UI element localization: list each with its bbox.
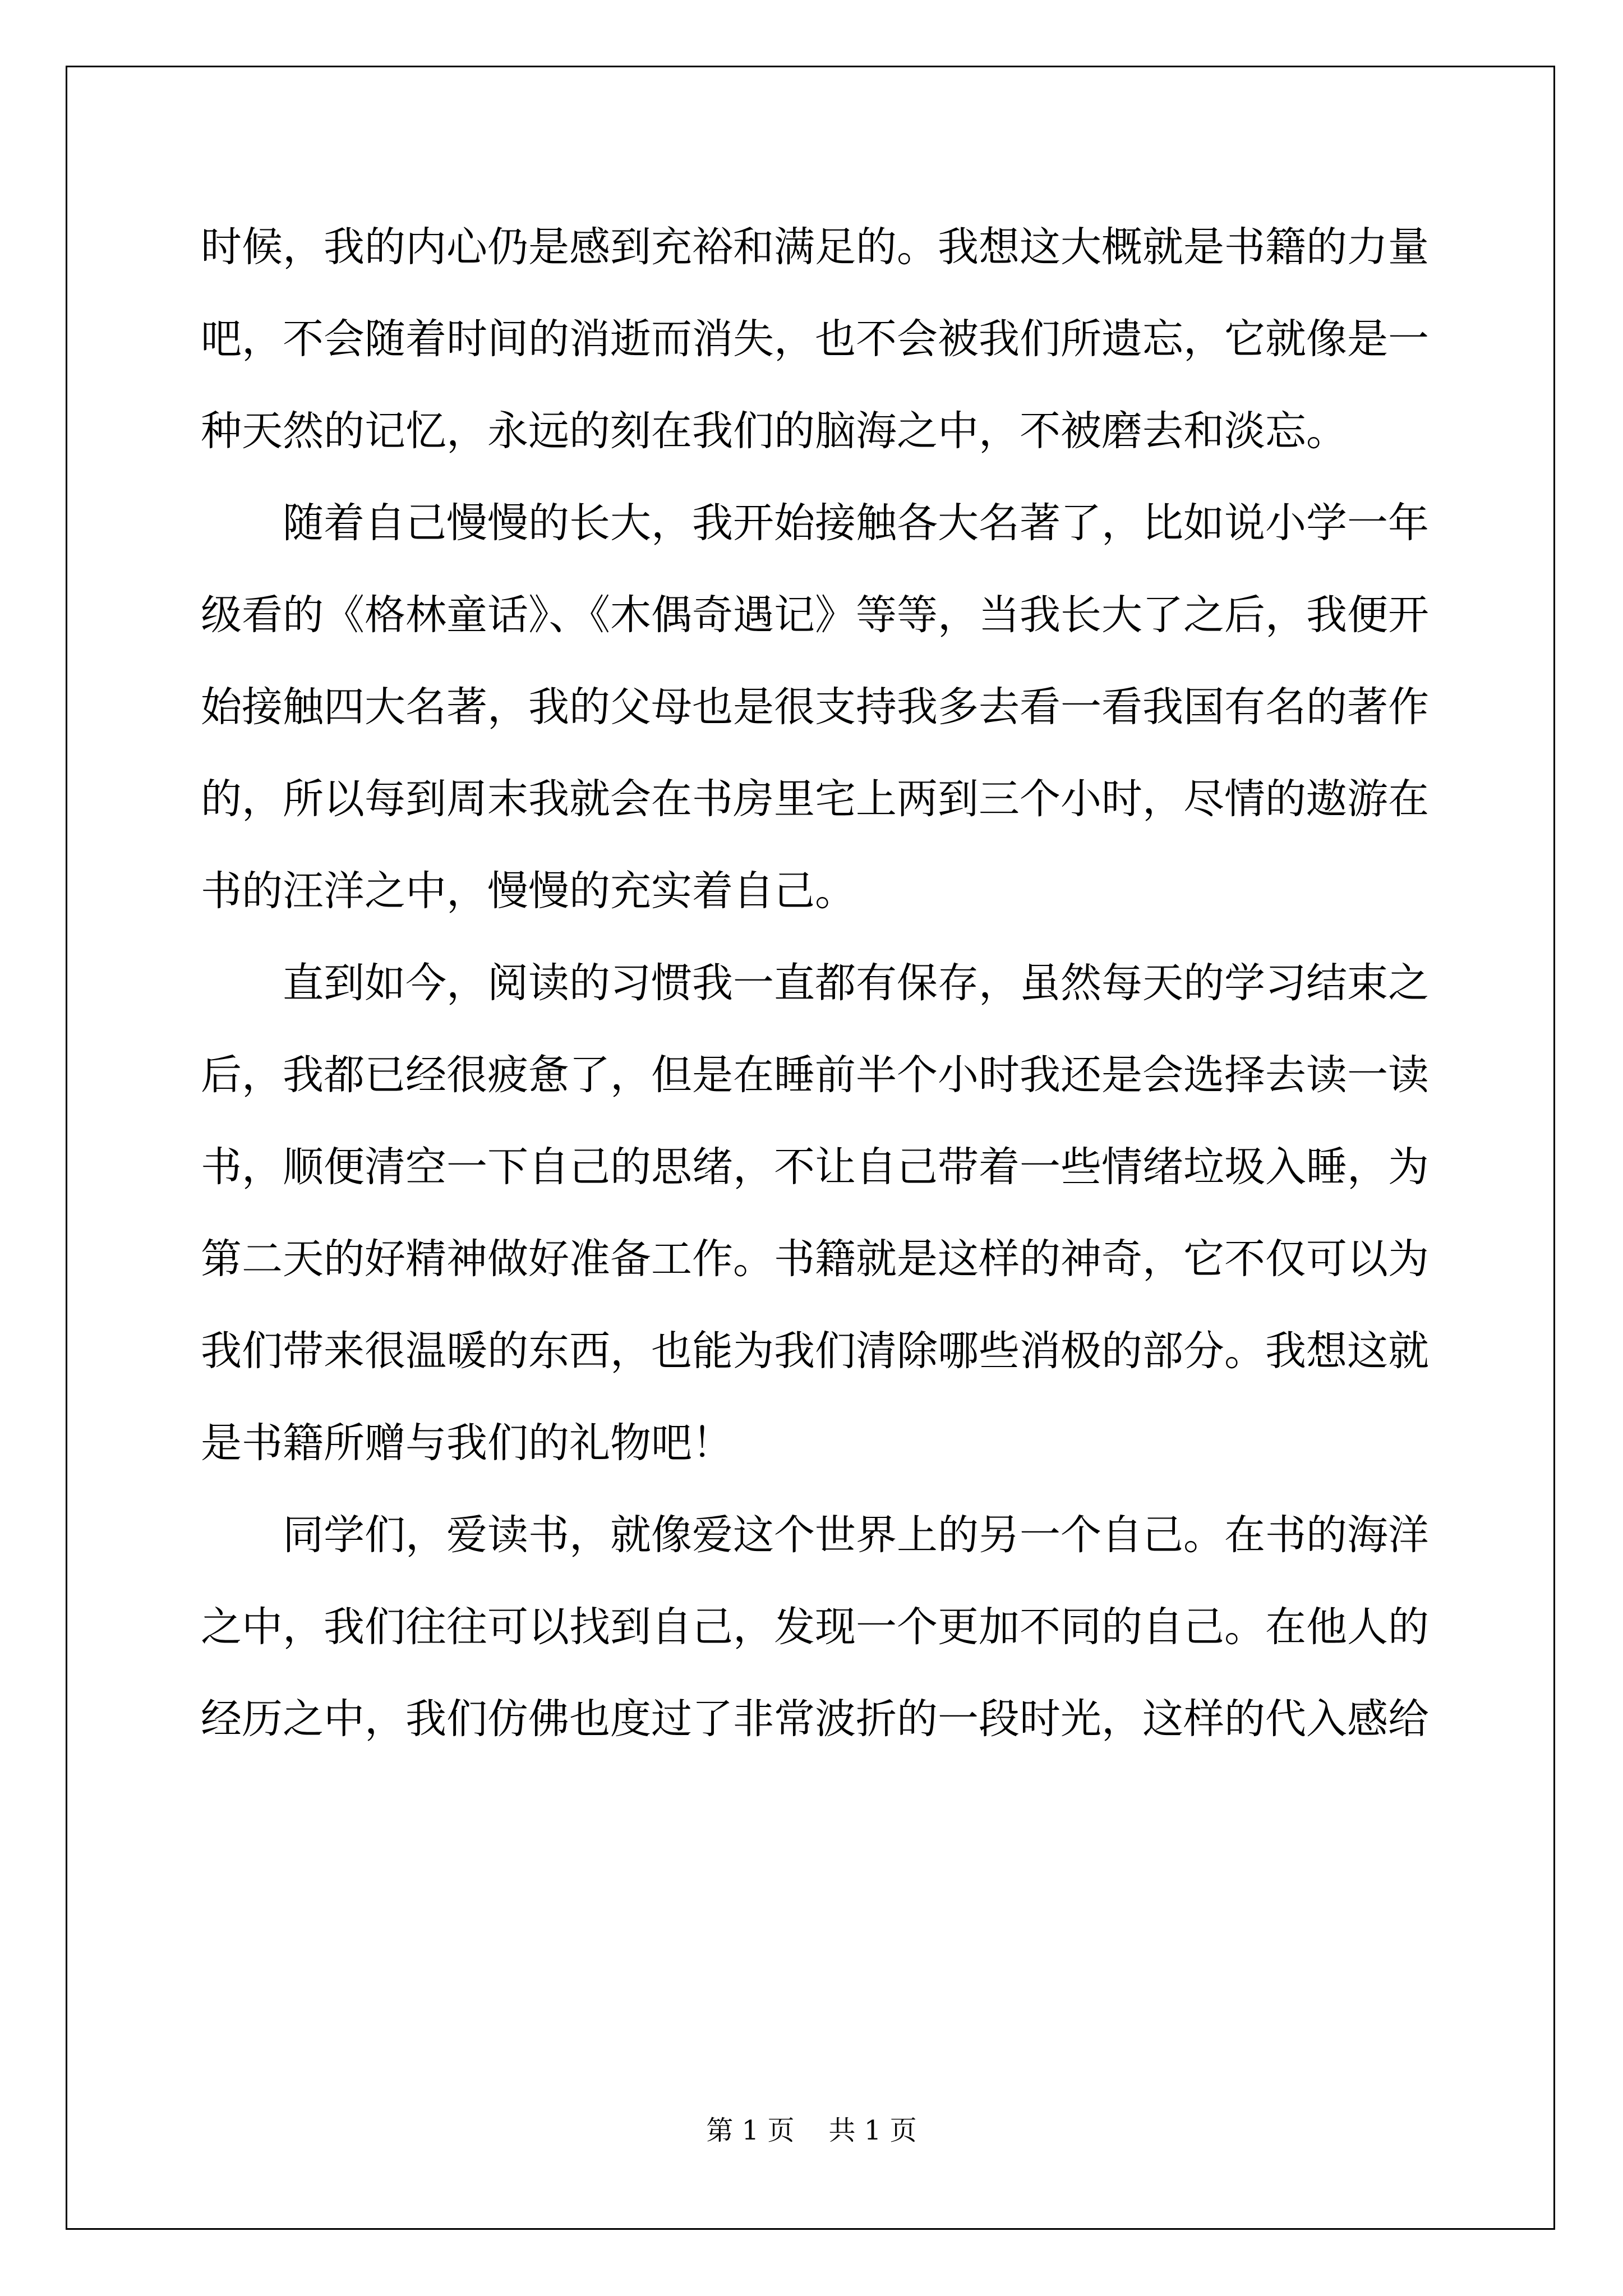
text-line: 之中，我们往往可以找到自己，发现一个更加不同的自己。在他人的 — [201, 1603, 1429, 1651]
text-line: 是书籍所赠与我们的礼物吧！ — [201, 1419, 733, 1467]
text-line: 同学们，爱读书，就像爱这个世界上的另一个自己。在书的海洋 — [283, 1511, 1429, 1559]
text-line: 的，所以每到周末我就会在书房里宅上两到三个小时，尽情的遨游在 — [201, 775, 1429, 823]
page-number-footer: 第 1 页 共 1 页 — [706, 2115, 917, 2146]
text-line: 经历之中，我们仿佛也度过了非常波折的一段时光，这样的代入感给 — [201, 1695, 1429, 1743]
text-line: 种天然的记忆，永远的刻在我们的脑海之中，不被磨去和淡忘。 — [201, 407, 1347, 455]
text-line: 第二天的好精神做好准备工作。书籍就是这样的神奇，它不仅可以为 — [201, 1235, 1429, 1283]
text-line: 随着自己慢慢的长大，我开始接触各大名著了，比如说小学一年 — [283, 499, 1429, 547]
text-line: 级看的《格林童话》、《木偶奇遇记》等等，当我长大了之后，我便开 — [201, 591, 1429, 639]
text-line: 直到如今，阅读的习惯我一直都有保存，虽然每天的学习结束之 — [283, 959, 1429, 1007]
text-line: 后，我都已经很疲惫了，但是在睡前半个小时我还是会选择去读一读 — [201, 1051, 1429, 1099]
text-line: 我们带来很温暖的东西，也能为我们清除哪些消极的部分。我想这就 — [201, 1327, 1429, 1375]
document-body — [201, 218, 1429, 1782]
text-line: 始接触四大名著，我的父母也是很支持我多去看一看我国有名的著作 — [201, 683, 1429, 731]
text-line: 书，顺便清空一下自己的思绪，不让自己带着一些情绪垃圾入睡，为 — [201, 1143, 1429, 1191]
text-line: 时候，我的内心仍是感到充裕和满足的。我想这大概就是书籍的力量 — [201, 223, 1429, 271]
text-line: 书的汪洋之中，慢慢的充实着自己。 — [201, 867, 856, 915]
text-line: 吧，不会随着时间的消逝而消失，也不会被我们所遗忘，它就像是一 — [201, 315, 1429, 363]
